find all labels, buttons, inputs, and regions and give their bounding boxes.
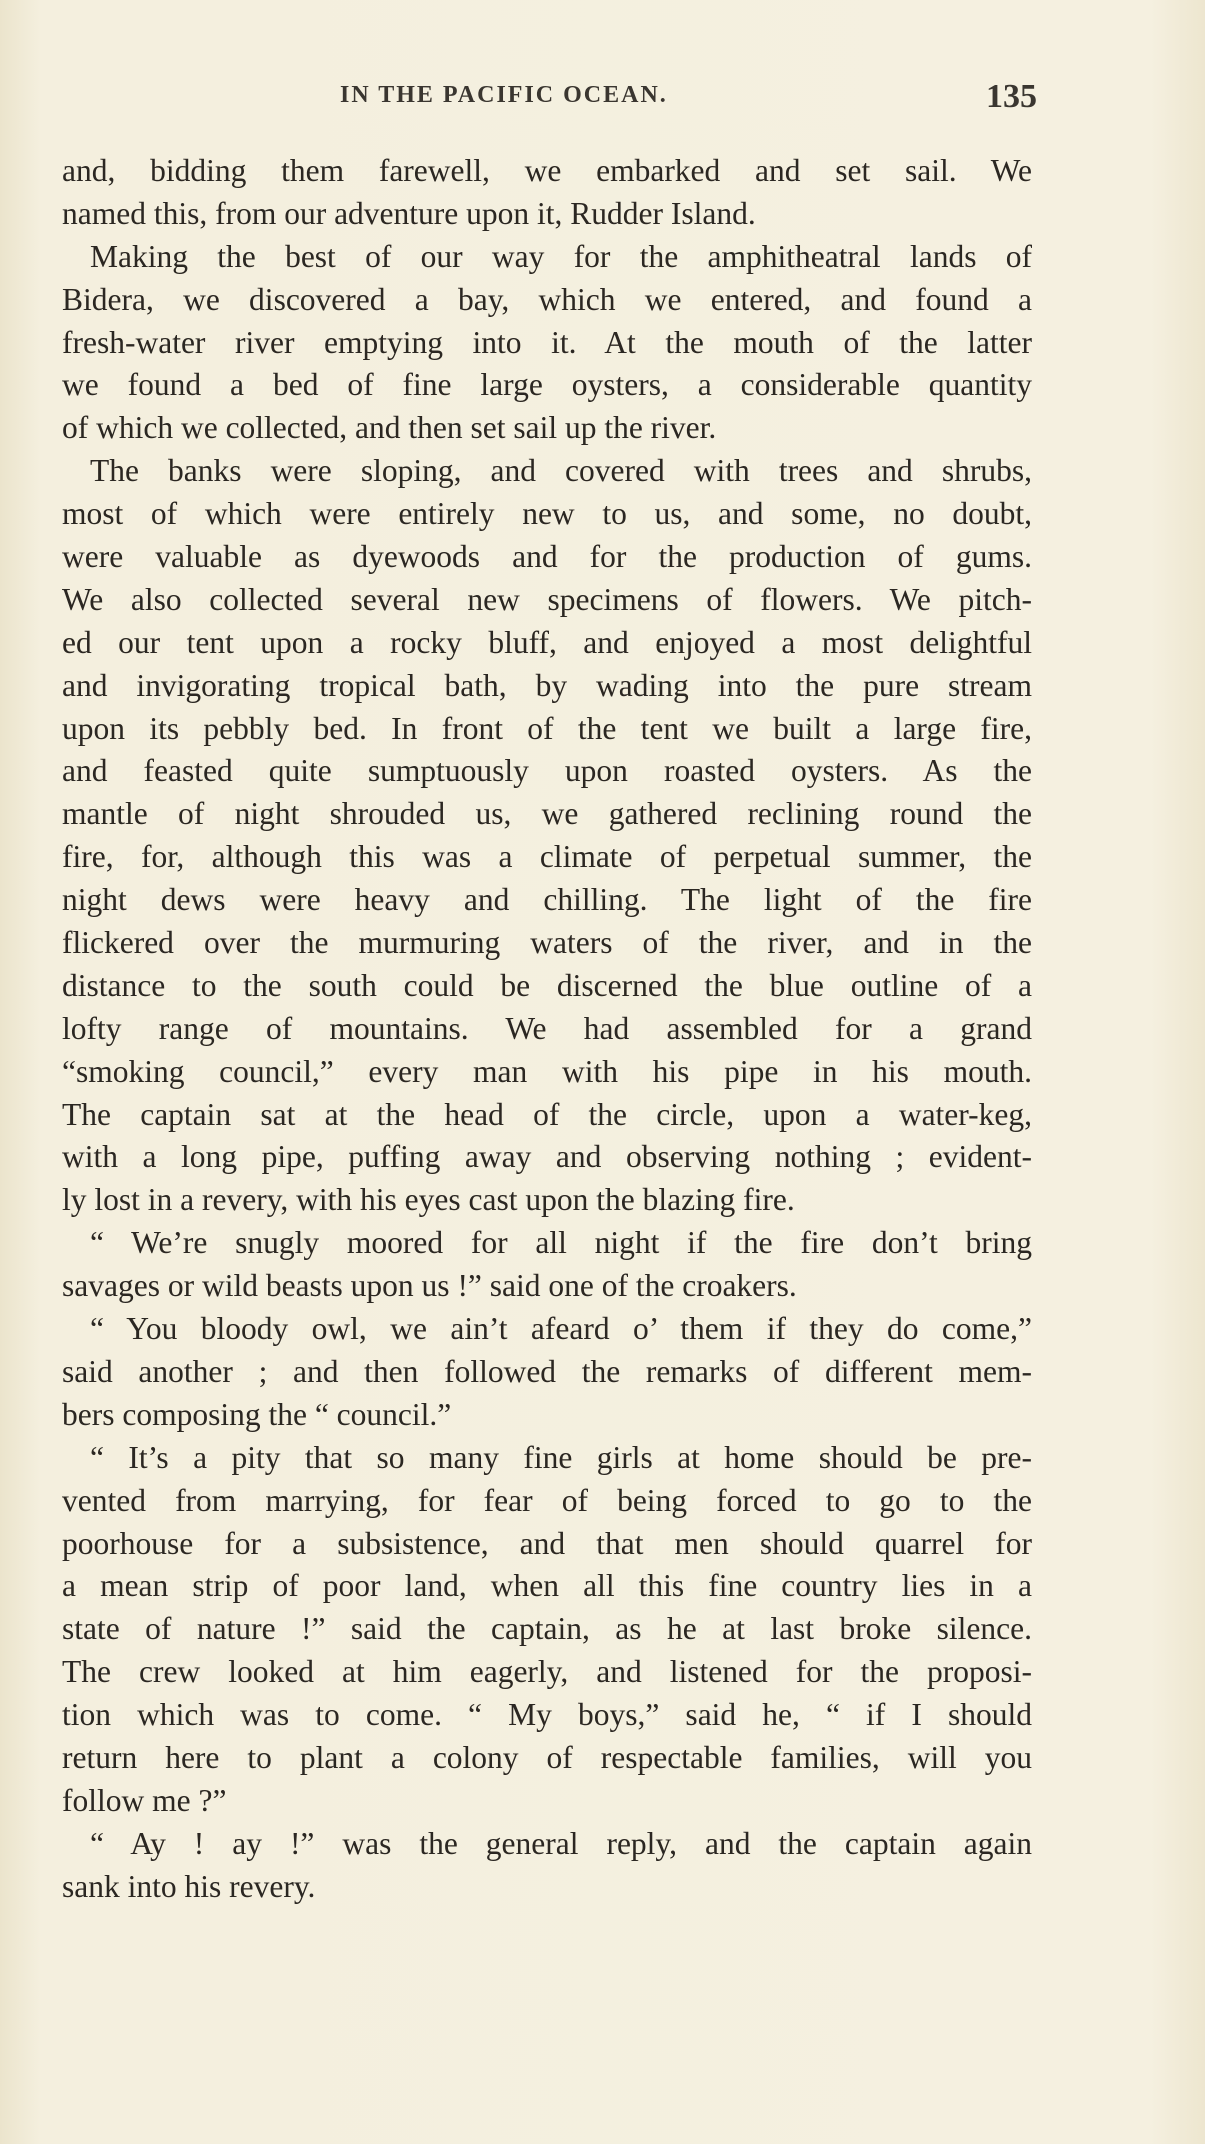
text-line: The banks were sloping, and covered with trees and shrubs, — [90, 453, 1032, 489]
text-line: we found a bed of fine large oysters, a considerable quantity — [62, 367, 1032, 403]
text-line: upon its pebbly bed. In front of the tent we built a large fire, — [62, 710, 1032, 746]
text-line: bers composing the “ council.” — [62, 1396, 452, 1432]
text-line: fire, for, although this was a climate of perpetual summer, the — [62, 839, 1032, 875]
text-line: were valuable as dyewoods and for the production of gums. — [62, 539, 1032, 575]
text-line: We also collected several new specimens of flowers. We pitch- — [62, 581, 1032, 617]
text-line: “ Ay ! ay !” was the general reply, and the captain again — [90, 1825, 1032, 1861]
paragraph — [62, 150, 1032, 236]
text-line: a mean strip of poor land, when all this fine country lies in a — [62, 1568, 1032, 1604]
text-line: and, bidding them farewell, we embarked and set sail. We — [62, 153, 1032, 188]
text-line: of which we collected, and then set sail up the river. — [62, 410, 717, 446]
paragraph — [62, 236, 1032, 450]
body-text — [62, 150, 1032, 1909]
text-line: and feasted quite sumptuously upon roasted oysters. As the — [62, 753, 1032, 789]
text-line: state of nature !” said the captain, as he at last broke silence. — [62, 1611, 1032, 1647]
text-line: lofty range of mountains. We had assembled for a grand — [62, 1010, 1032, 1046]
text-line: with a long pipe, puffing away and observing nothing ; evident- — [62, 1139, 1032, 1175]
text-line: poorhouse for a subsistence, and that men should quarrel for — [62, 1525, 1032, 1561]
paragraph — [62, 1823, 1032, 1909]
paragraph — [62, 450, 1032, 1222]
text-line: return here to plant a colony of respectable families, will you — [62, 1739, 1032, 1775]
text-line: night dews were heavy and chilling. The light of the fire — [62, 882, 1032, 918]
text-line: follow me ?” — [62, 1782, 227, 1818]
text-line: ed our tent upon a rocky bluff, and enjoyed a most delightful — [62, 624, 1032, 660]
text-line: “smoking council,” every man with his pipe in his mouth. — [62, 1053, 1032, 1089]
text-line: “ You bloody owl, we ain’t afeard o’ them if they do come,” — [90, 1311, 1032, 1347]
text-line: Making the best of our way for the amphitheatral lands of — [90, 238, 1032, 274]
text-line: named this, from our adventure upon it, Rudder Island. — [62, 195, 756, 231]
text-line: “ It’s a pity that so many fine girls at home should be pre- — [90, 1439, 1032, 1475]
page-number: 135 — [986, 78, 1037, 115]
text-line: said another ; and then followed the remarks of different mem- — [62, 1353, 1032, 1389]
text-line: and invigorating tropical bath, by wading into the pure stream — [62, 667, 1032, 703]
text-line: Bidera, we discovered a bay, which we entered, and found a — [62, 281, 1032, 317]
text-line: The captain sat at the head of the circle, upon a water-keg, — [62, 1096, 1032, 1132]
text-line: mantle of night shrouded us, we gathered reclining round the — [62, 796, 1032, 832]
text-line: tion which was to come. “ My boys,” said he, “ if I should — [62, 1697, 1032, 1733]
text-line: “ We’re snugly moored for all night if the fire don’t bring — [90, 1225, 1032, 1261]
text-line: distance to the south could be discerned the blue outline of a — [62, 967, 1032, 1003]
paragraph — [62, 1437, 1032, 1823]
text-line: vented from marrying, for fear of being forced to go to the — [62, 1482, 1032, 1518]
text-line: The crew looked at him eagerly, and listened for the proposi- — [62, 1654, 1032, 1690]
running-title: IN THE PACIFIC OCEAN. — [340, 82, 668, 108]
running-head — [0, 78, 1205, 118]
paragraph — [62, 1222, 1032, 1308]
text-line: most of which were entirely new to us, and some, no doubt, — [62, 496, 1032, 532]
paragraph — [62, 1308, 1032, 1437]
text-line: flickered over the murmuring waters of the river, and in the — [62, 925, 1032, 961]
text-line: sank into his revery. — [62, 1868, 316, 1904]
text-line: fresh-water river emptying into it. At the mouth of the latter — [62, 324, 1032, 360]
text-line: ly lost in a revery, with his eyes cast upon the blazing fire. — [62, 1182, 795, 1218]
text-line: savages or wild beasts upon us !” said one of the croakers. — [62, 1268, 797, 1304]
